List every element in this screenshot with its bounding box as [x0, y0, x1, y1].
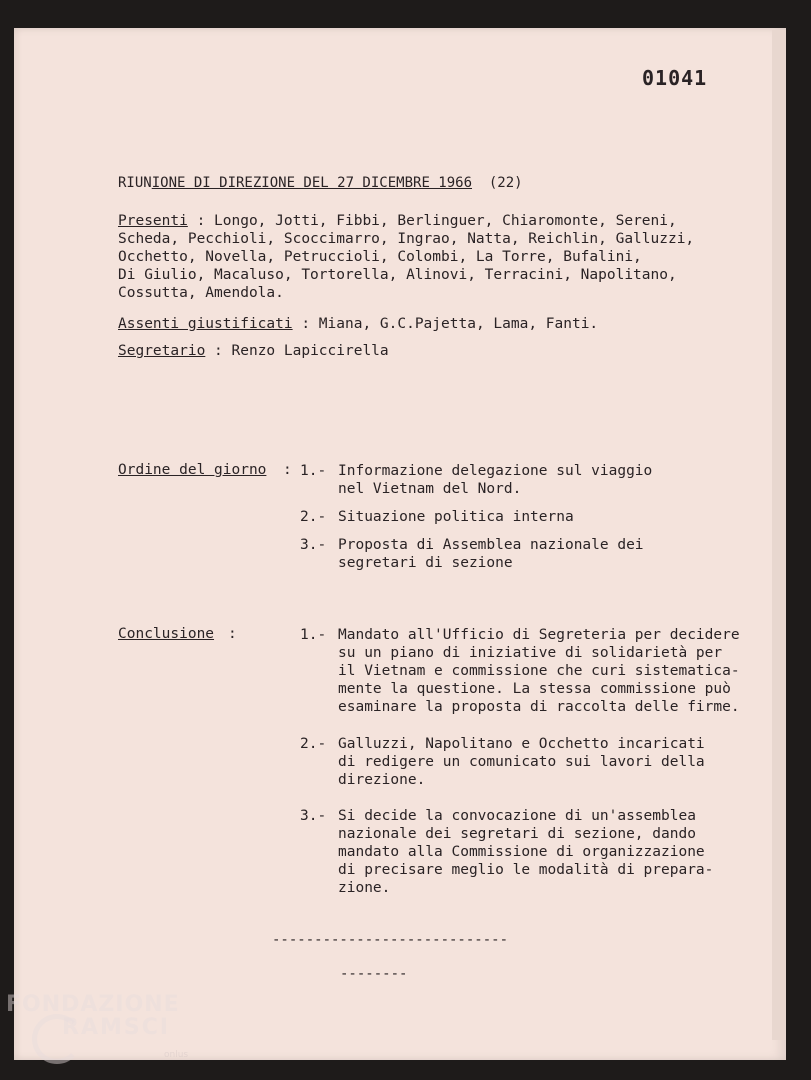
conclusione-item-line: nazionale dei segretari di sezione, dando	[338, 826, 696, 842]
presenti-line: Cossutta, Amendola.	[118, 285, 284, 301]
conclusione-item-line: direzione.	[338, 772, 426, 788]
assenti-text: : Miana, G.C.Pajetta, Lama, Fanti.	[301, 316, 599, 332]
conclusione-item-line: su un piano di iniziative di solidarietà per	[338, 645, 723, 661]
odg-item-number: 1.-	[300, 463, 327, 479]
presenti-line: Occhetto, Novella, Petruccioli, Colombi, La Torre, Bufalini,	[118, 249, 642, 265]
odg-label: Ordine del giorno	[118, 462, 267, 478]
presenti-line: Scheda, Pecchioli, Scoccimarro, Ingrao, Natta, Reichlin, Galluzzi,	[118, 231, 695, 247]
watermark-g-icon	[32, 1014, 82, 1064]
conclusione-item-line: Galluzzi, Napolitano e Occhetto incaricati	[338, 736, 705, 752]
odg-item-line: Proposta di Assemblea nazionale dei	[338, 537, 644, 553]
conclusione-label: Conclusione	[118, 626, 215, 642]
conclusione-item-line: mente la questione. La stessa commissione può	[338, 681, 731, 697]
conclusione-item-line: mandato alla Commissione di organizzazione	[338, 844, 705, 860]
document-number: 01041	[642, 66, 708, 90]
odg-item-number: 2.-	[300, 509, 327, 525]
conclusione-item-line: Mandato all'Ufficio di Segreteria per decidere	[338, 627, 740, 643]
conclusione-item-line: zione.	[338, 880, 391, 896]
conclusione-item-number: 2.-	[300, 736, 327, 752]
conclusione-item-line: di redigere un comunicato sui lavori della	[338, 754, 705, 770]
conclusione-item-line: esaminare la proposta di raccolta delle firme.	[338, 699, 740, 715]
presenti-label: Presenti	[118, 213, 188, 229]
segretario-section	[118, 343, 389, 359]
assenti-label: Assenti giustificati	[118, 316, 293, 332]
odg-item-line: nel Vietnam del Nord.	[338, 481, 522, 497]
watermark-logo	[6, 992, 180, 1040]
segretario-label: Segretario	[118, 343, 206, 359]
conclusione-item-line: il Vietnam e commissione che curi sistematica-	[338, 663, 740, 679]
segretario-text: : Renzo Lapiccirella	[214, 343, 389, 359]
conclusione-item-line: di precisare meglio le modalità di prepara-	[338, 862, 714, 878]
watermark-line1: FONDAZIONE	[6, 992, 180, 1017]
odg-item-line: Situazione politica interna	[338, 509, 574, 525]
page-title	[118, 175, 523, 191]
separator-long: ----------------------------	[272, 932, 509, 948]
conclusione-colon: :	[228, 626, 237, 642]
separator-short: --------	[340, 966, 408, 982]
presenti-section	[118, 212, 758, 302]
watermark-line2: RAMSCI	[62, 1015, 171, 1040]
presenti-line: : Longo, Jotti, Fibbi, Berlinguer, Chiaromonte, Sereni,	[196, 213, 677, 229]
conclusione-item-line: Si decide la convocazione di un'assemblea	[338, 808, 696, 824]
title-main: IONE DI DIREZIONE DEL 27 DICEMBRE 1966	[151, 175, 473, 191]
conclusione-item-number: 1.-	[300, 627, 327, 643]
presenti-line: Di Giulio, Macaluso, Tortorella, Alinovi, Terracini, Napolitano,	[118, 267, 677, 283]
assenti-section	[118, 316, 598, 332]
odg-item-line: segretari di sezione	[338, 555, 513, 571]
watermark-sub: onlus	[164, 1050, 189, 1060]
title-suffix: (22)	[488, 175, 523, 191]
odg-colon: :	[283, 462, 292, 478]
conclusione-item-number: 3.-	[300, 808, 327, 824]
odg-item-line: Informazione delegazione sul viaggio	[338, 463, 653, 479]
title-prefix: RIUN	[118, 175, 152, 191]
odg-item-number: 3.-	[300, 537, 327, 553]
